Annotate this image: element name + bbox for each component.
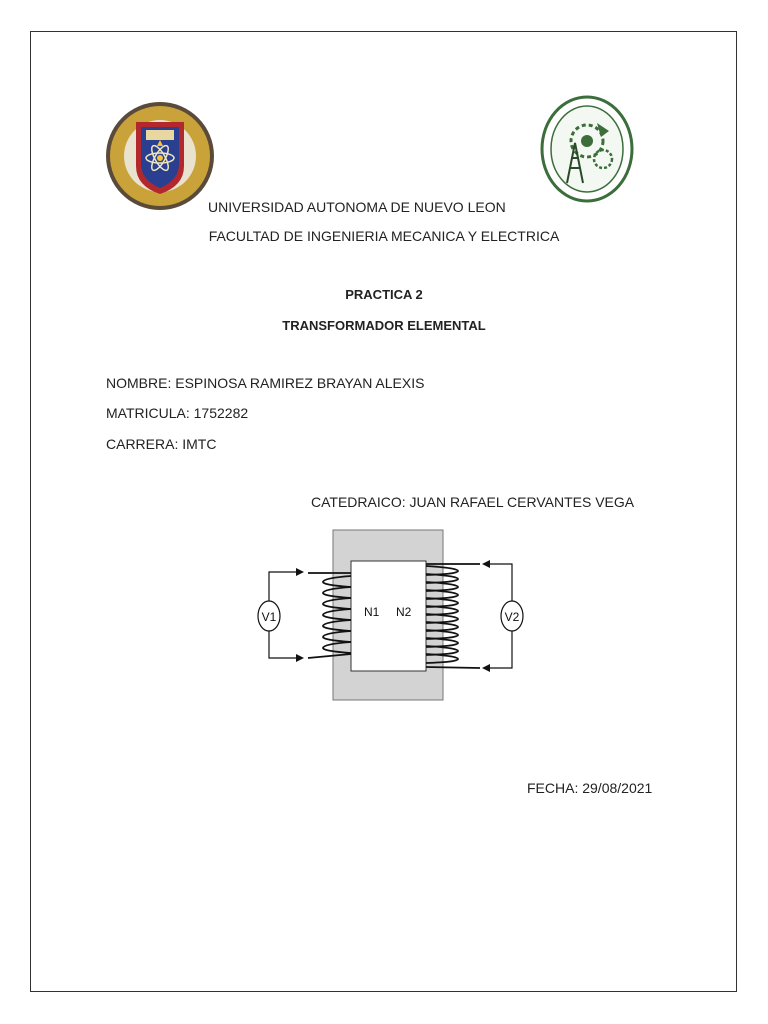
n1-label: N1 <box>364 605 380 619</box>
arrow-secondary-bottom <box>482 664 490 672</box>
v2-label: V2 <box>504 610 520 624</box>
student-name: NOMBRE: ESPINOSA RAMIREZ BRAYAN ALEXIS <box>106 375 425 391</box>
n2-label: N2 <box>396 605 412 619</box>
university-name: UNIVERSIDAD AUTONOMA DE NUEVO LEON <box>208 199 506 215</box>
arrow-primary-bottom <box>296 654 304 662</box>
faculty-name: FACULTAD DE INGENIERIA MECANICA Y ELECTRICA <box>208 228 560 244</box>
transformer-diagram <box>250 528 530 708</box>
student-career: CARRERA: IMTC <box>106 436 217 452</box>
practice-title: TRANSFORMADOR ELEMENTAL <box>282 318 486 333</box>
v1-label: V1 <box>261 610 277 624</box>
arrow-secondary-top <box>482 560 490 568</box>
teacher-name: CATEDRAICO: JUAN RAFAEL CERVANTES VEGA <box>311 494 635 510</box>
practice-number: PRACTICA 2 <box>345 287 423 302</box>
core-window <box>351 561 426 671</box>
uanl-seal-icon <box>104 100 216 212</box>
arrow-primary-top <box>296 568 304 576</box>
date: FECHA: 29/08/2021 <box>527 780 653 796</box>
student-id: MATRICULA: 1752282 <box>106 405 249 421</box>
fime-seal-icon <box>537 93 637 209</box>
